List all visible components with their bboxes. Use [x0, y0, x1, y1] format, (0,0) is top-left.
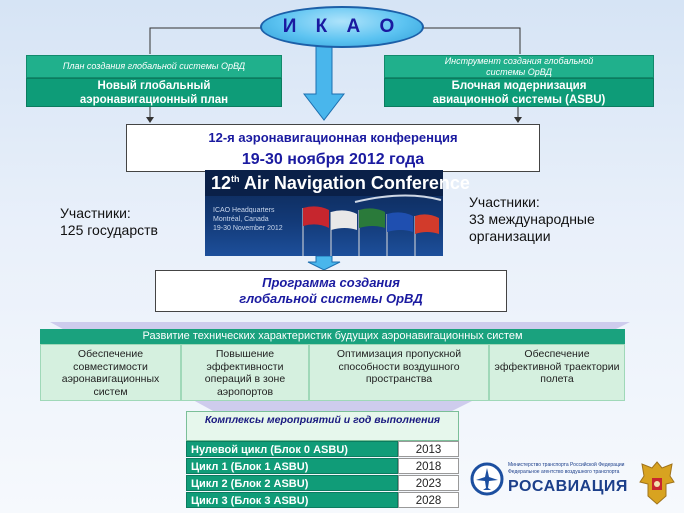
table-row-year: 2028 [398, 492, 459, 508]
footer-agency: Федеральное агентство воздушного транспорта [508, 469, 620, 475]
right-box-header: Инструмент создания глобальной системы ОрВД [384, 55, 654, 78]
right-box-body: Блочная модернизация авиационной системы (ASBU) [384, 78, 654, 107]
left-box-header: План создания глобальной системы ОрВД [26, 55, 282, 78]
connector-left [150, 28, 262, 54]
participants-right-label: Участники: [469, 194, 540, 210]
participants-right [469, 194, 639, 245]
participants-left-label: Участники: [60, 205, 131, 221]
development-item: Оптимизация пропускной способности воздушного пространства [309, 344, 489, 401]
conference-title: 12-я аэронавигационная конференция [208, 130, 458, 145]
arrowhead-right [514, 117, 522, 123]
participants-right-value: 33 международные организации [469, 211, 595, 244]
conference-box [126, 124, 540, 172]
table-row-year: 2018 [398, 458, 459, 474]
conference-banner [205, 170, 470, 256]
participants-left-value: 125 государств [60, 222, 158, 238]
development-heading: Развитие технических характеристик будущих аэронавигационных систем [40, 329, 625, 344]
coat-of-arms-icon [638, 458, 676, 506]
small-arrow-down-icon [308, 256, 340, 270]
development-item: Обеспечение совместимости аэронавигационных систем [40, 344, 181, 401]
program-line1: Программа создания [262, 275, 400, 290]
participants-left [60, 205, 158, 239]
banner-venue: ICAO Headquarters Montréal, Canada 19-30 November 2012 [213, 207, 283, 232]
banner-title: 12th Air Navigation Conference [211, 173, 470, 193]
footer-brand: РОСАВИАЦИЯ [508, 478, 628, 495]
table-row-year: 2023 [398, 475, 459, 491]
arrowhead-left [146, 117, 154, 123]
development-item: Обеспечение эффективной траектории полета [489, 344, 625, 401]
icao-ellipse: И К А О [260, 6, 424, 48]
table-row-name: Нулевой цикл (Блок 0 ASBU) [186, 441, 398, 457]
table-row-name: Цикл 2 (Блок 2 ASBU) [186, 475, 398, 491]
program-line2: глобальной системы ОрВД [239, 291, 423, 306]
table-row-year: 2013 [398, 441, 459, 457]
big-arrow-down-icon [304, 46, 344, 120]
program-box [155, 270, 507, 312]
development-item: Повышение эффективности операций в зоне аэропортов [181, 344, 309, 401]
left-box-body: Новый глобальный аэронавигационный план [26, 78, 282, 107]
conference-dates: 19-30 ноября 2012 года [241, 151, 425, 168]
rosaviatsia-logo [470, 458, 680, 510]
table-row-name: Цикл 1 (Блок 1 ASBU) [186, 458, 398, 474]
blocks-table-heading: Комплексы мероприятий и год выполнения [186, 411, 459, 441]
table-row-name: Цикл 3 (Блок 3 ASBU) [186, 492, 398, 508]
footer-ministry: Министерство транспорта Российской Федерации [508, 462, 625, 468]
airplane-emblem-icon [470, 462, 504, 496]
connector-right [422, 28, 520, 54]
